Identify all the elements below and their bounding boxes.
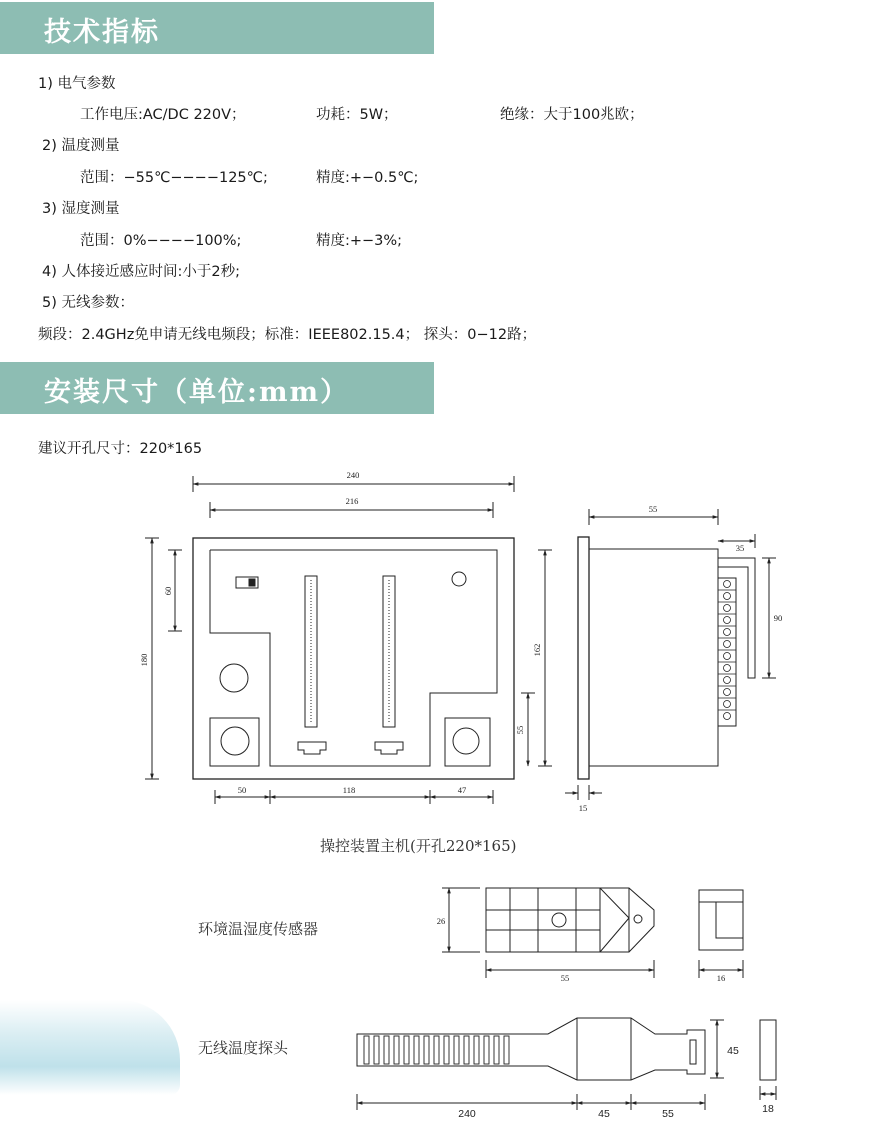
dim-45: 45	[598, 1108, 610, 1120]
spec-electrical-heading: 1) 电气参数	[38, 76, 116, 92]
dim-162: 162	[532, 643, 542, 657]
spec-wireless-heading: 5) 无线参数：	[42, 295, 134, 311]
hole-size-note: 建议开孔尺寸：220*165	[38, 441, 203, 457]
spec-voltage: 工作电压:AC/DC 220V；	[80, 107, 246, 123]
dim-47: 47	[457, 785, 467, 795]
dim-55-side: 55	[648, 504, 658, 514]
spec-insulation: 绝缘：大于100兆欧；	[500, 107, 644, 123]
spec-temperature-heading: 2) 温度测量	[42, 138, 120, 154]
dim-90: 90	[773, 613, 783, 623]
spec-temp-accuracy: 精度:+−0.5℃;	[316, 170, 419, 186]
section-title: 技术指标	[44, 17, 160, 48]
sensor-front-view	[486, 888, 654, 952]
dim-45-vertical: 45	[727, 1045, 739, 1057]
main-unit-side-view	[578, 537, 755, 779]
dim-55: 55	[560, 973, 570, 983]
spec-humidity-heading: 3) 湿度测量	[42, 201, 120, 217]
dim-15: 15	[578, 803, 588, 813]
dim-26: 26	[436, 916, 446, 926]
dim-216: 216	[345, 496, 359, 506]
dim-50: 50	[237, 785, 247, 795]
sensor-side-view	[699, 890, 743, 950]
main-unit-caption: 操控装置主机(开孔220*165)	[320, 837, 517, 855]
dim-18: 18	[762, 1103, 774, 1115]
spec-wireless-details: 频段：2.4GHz免申请无线电频段；标准：IEEE802.15.4； 探头：0−12路；	[38, 327, 537, 343]
dim-55-vertical: 55	[515, 725, 525, 735]
spec-humidity-accuracy: 精度:+−3%;	[316, 233, 403, 249]
probe-drawing	[357, 1018, 776, 1080]
dim-240: 240	[346, 470, 360, 480]
dim-180: 180	[139, 653, 149, 667]
dim-118: 118	[342, 785, 356, 795]
main-unit-front-view	[193, 538, 514, 779]
dim-55: 55	[662, 1108, 674, 1120]
probe-label: 无线温度探头	[198, 1039, 289, 1057]
dim-35: 35	[735, 543, 745, 553]
spec-power: 功耗：5W；	[316, 107, 398, 123]
spec-presence-time: 4) 人体接近感应时间:小于2秒;	[42, 264, 240, 280]
spec-temp-range: 范围：−55℃−−−−125℃;	[80, 170, 268, 186]
sensor-label: 环境温湿度传感器	[198, 920, 319, 938]
dim-240: 240	[458, 1108, 476, 1120]
section-title: 安装尺寸（单位:mm）	[44, 377, 350, 408]
dim-16: 16	[716, 973, 726, 983]
spec-humidity-range: 范围：0%−−−−100%;	[80, 233, 242, 249]
dim-60: 60	[163, 586, 173, 596]
